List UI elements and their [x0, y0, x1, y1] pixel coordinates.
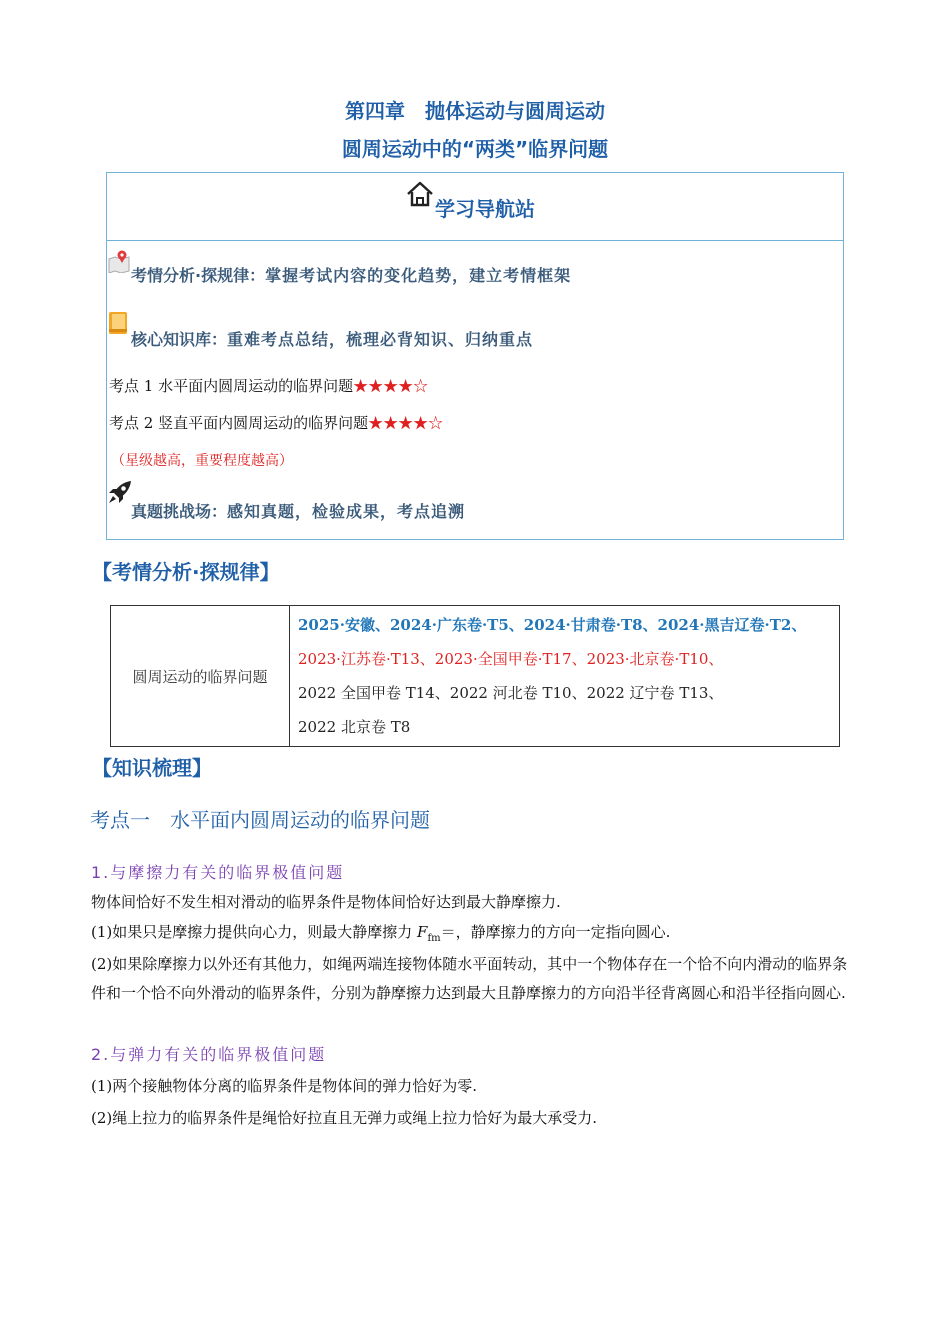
rocket-icon: [107, 479, 133, 505]
map-pin-icon: [107, 249, 131, 273]
nav-row-challenge-head: 真题挑战场：: [131, 502, 228, 521]
exam-table: [110, 605, 840, 747]
navigation-title: 学习导航站: [435, 197, 535, 221]
key-point-2: [109, 412, 443, 433]
key-point-title: 考点一 水平面内圆周运动的临界问题: [90, 808, 430, 832]
exam-line-4: 2022 北京卷 T8: [298, 718, 411, 736]
book-icon: [107, 311, 129, 335]
exam-list-cell: [290, 606, 840, 747]
paragraph-friction-1: [91, 918, 861, 953]
paragraph-elastic-2: (2)绳上拉力的临界条件是绳恰好拉直且无弹力或绳上拉力恰好为最大承受力.: [91, 1109, 598, 1127]
exam-topic-cell: 圆周运动的临界问题: [111, 606, 290, 747]
force-subscript: fm: [427, 933, 441, 944]
home-icon: [405, 179, 435, 209]
key-point-2-label: 考点 2 竖直平面内圆周运动的临界问题: [109, 414, 369, 432]
key-point-2-stars: ★★★★☆: [368, 414, 444, 432]
chapter-title: 第四章 抛体运动与圆周运动: [345, 99, 605, 123]
nav-row-knowledge-desc: 重难考点总结，梳理必背知识、归纳重点: [227, 330, 534, 349]
paragraph-friction-intro: 物体间恰好不发生相对滑动的临界条件是物体间恰好达到最大静摩擦力.: [91, 893, 561, 911]
table-row: [111, 606, 840, 747]
key-point-1: [109, 375, 428, 396]
nav-row-analysis-desc: 掌握考试内容的变化趋势，建立考情框架: [265, 266, 572, 285]
nav-row-knowledge-head: 核心知识库：: [131, 330, 228, 349]
nav-row-analysis-head: 考情分析·探规律：: [131, 266, 266, 285]
navigation-header: [107, 173, 843, 241]
paragraph-friction-1-b: ＝，静摩擦力的方向一定指向圆心.: [440, 923, 671, 941]
key-point-1-label: 考点 1 水平面内圆周运动的临界问题: [109, 377, 354, 395]
section-analysis-title: 【考情分析·探规律】: [92, 560, 280, 584]
key-point-1-stars: ★★★★☆: [353, 377, 429, 395]
paragraph-friction-1-a: (1)如果只是摩擦力提供向心力，则最大静摩擦力: [91, 923, 418, 941]
star-note: （星级越高，重要程度越高）: [111, 453, 293, 469]
subheading-elastic: 2.与弹力有关的临界极值问题: [91, 1045, 327, 1064]
section-knowledge-title: 【知识梳理】: [92, 756, 212, 780]
paragraph-elastic-1: (1)两个接触物体分离的临界条件是物体间的弹力恰好为零.: [91, 1077, 478, 1095]
navigation-box: [106, 172, 844, 540]
exam-line-1: 2025·安徽、2024·广东卷·T5、2024·甘肃卷·T8、2024·黑吉辽卷·T2、: [298, 616, 807, 634]
exam-line-2: 2023·江苏卷·T13、2023·全国甲卷·T17、2023·北京卷·T10、: [298, 650, 724, 668]
exam-line-3: 2022 全国甲卷 T14、2022 河北卷 T10、2022 辽宁卷 T13、: [298, 684, 724, 702]
force-symbol: F: [417, 923, 428, 941]
paragraph-friction-2: (2)如果除摩擦力以外还有其他力，如绳两端连接物体随水平面转动，其中一个物体存在一个恰不向内滑动的临界条件和一个恰不向外滑动的临界条件，分别为静摩擦力达到最大且静摩擦力的方向沿半径背离圆心和沿半径指向圆心.: [91, 955, 848, 1002]
lesson-title: 圆周运动中的“两类”临界问题: [341, 137, 609, 161]
subheading-friction: 1.与摩擦力有关的临界极值问题: [91, 863, 345, 882]
nav-row-challenge-desc: 感知真题，检验成果，考点追溯: [227, 502, 466, 521]
